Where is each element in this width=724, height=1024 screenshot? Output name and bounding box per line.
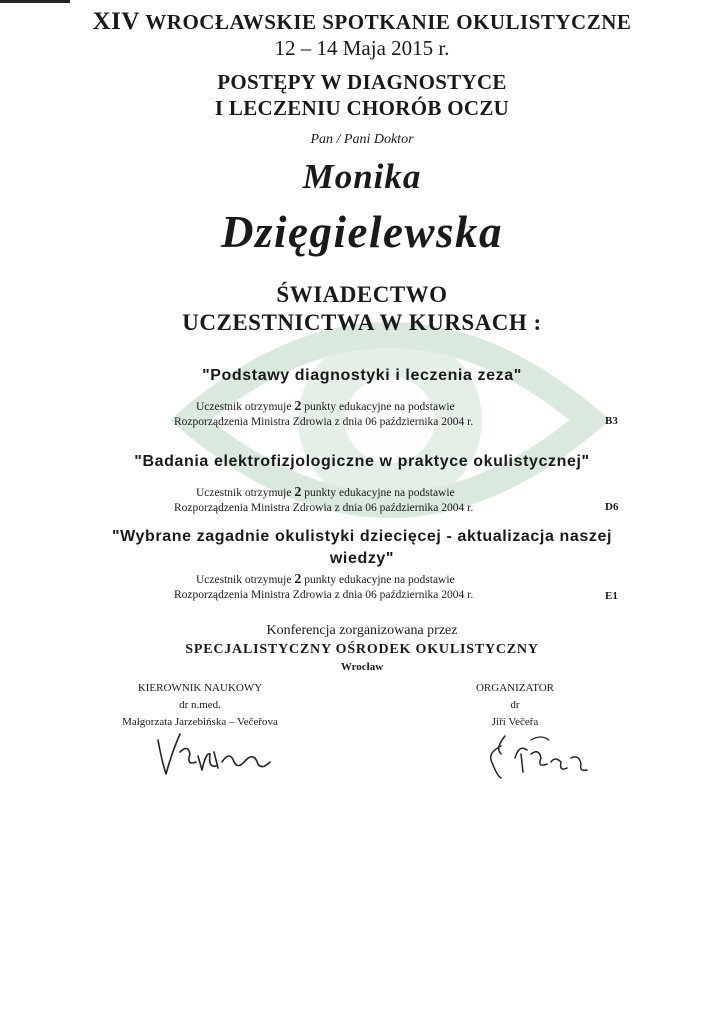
signer-role: ORGANIZATOR (475, 682, 555, 694)
note-text: Uczestnik otrzymuje (196, 487, 292, 499)
course-code-2: D6 (605, 501, 619, 513)
certificate-heading-line1: ŚWIADECTWO (276, 282, 448, 307)
signer-degree: dr (510, 699, 520, 711)
certificate-heading-line2: UCZESTNICTWA W KURSACH : (182, 310, 542, 335)
signer-role: KIEROWNIK NAUKOWY (137, 682, 263, 694)
note-text: Uczestnik otrzymuje (196, 401, 292, 413)
conference-subtitle-line1: POSTĘPY W DIAGNOSTYCE (217, 70, 507, 94)
course-note-3 (174, 572, 473, 603)
course-note-2 (174, 485, 473, 516)
recipient-first-name: Monika (302, 157, 422, 196)
organized-by-intro: Konferencja zorganizowana przez (266, 623, 458, 638)
course-points: 2 (294, 572, 302, 587)
note-text: punkty edukacyjne na podstawie (304, 574, 455, 586)
handwritten-signature-right-icon (475, 728, 595, 783)
course-title-1: "Podstawy diagnostyki i leczenia zeza" (202, 367, 522, 384)
note-text: punkty edukacyjne na podstawie (304, 487, 455, 499)
course-points: 2 (294, 485, 302, 500)
course-title-3-line2: wiedzy" (329, 550, 395, 567)
course-points: 2 (294, 399, 302, 414)
signature-block-right (440, 680, 590, 731)
course-note-1 (174, 399, 473, 430)
signer-degree: dr n.med. (179, 699, 221, 711)
course-code-1: B3 (605, 415, 618, 427)
organizer-name: SPECJALISTYCZNY OŚRODEK OKULISTYCZNY (185, 642, 539, 657)
course-title-3-line1: "Wybrane zagadnie okulistyki dziecięcej - aktualizacja naszej (111, 528, 613, 545)
note-regulation: Rozporządzenia Ministra Zdrowia z dnia 06 października 2004 r. (174, 416, 474, 428)
conference-dates: 12 – 14 Maja 2015 r. (274, 36, 450, 60)
recipient-last-name: Dzięgielewska (221, 207, 503, 257)
note-text: punkty edukacyjne na podstawie (304, 401, 455, 413)
scan-corner-mark (0, 0, 70, 3)
conference-edition: XIV (92, 8, 140, 35)
conference-subtitle-line2: I LECZENIU CHORÓB OCZU (214, 96, 510, 120)
organizer-city: Wrocław (340, 661, 384, 673)
note-text: Uczestnik otrzymuje (196, 574, 292, 586)
note-regulation: Rozporządzenia Ministra Zdrowia z dnia 06 października 2004 r. (174, 502, 474, 514)
salutation: Pan / Pani Doktor (310, 132, 414, 147)
signer-name: Małgorzata Jarzebińska – Večeřova (122, 716, 278, 728)
course-title-2: "Badania elektrofizjologiczne w praktyce okulistycznej" (134, 453, 590, 470)
conference-title (0, 8, 724, 36)
course-code-3: E1 (605, 590, 618, 602)
conference-name: WROCŁAWSKIE SPOTKANIE OKULISTYCZNE (145, 10, 632, 34)
note-regulation: Rozporządzenia Ministra Zdrowia z dnia 06 października 2004 r. (174, 589, 474, 601)
handwritten-signature-left-icon (150, 722, 275, 782)
signer-name: Jiří Večeřa (491, 716, 539, 728)
